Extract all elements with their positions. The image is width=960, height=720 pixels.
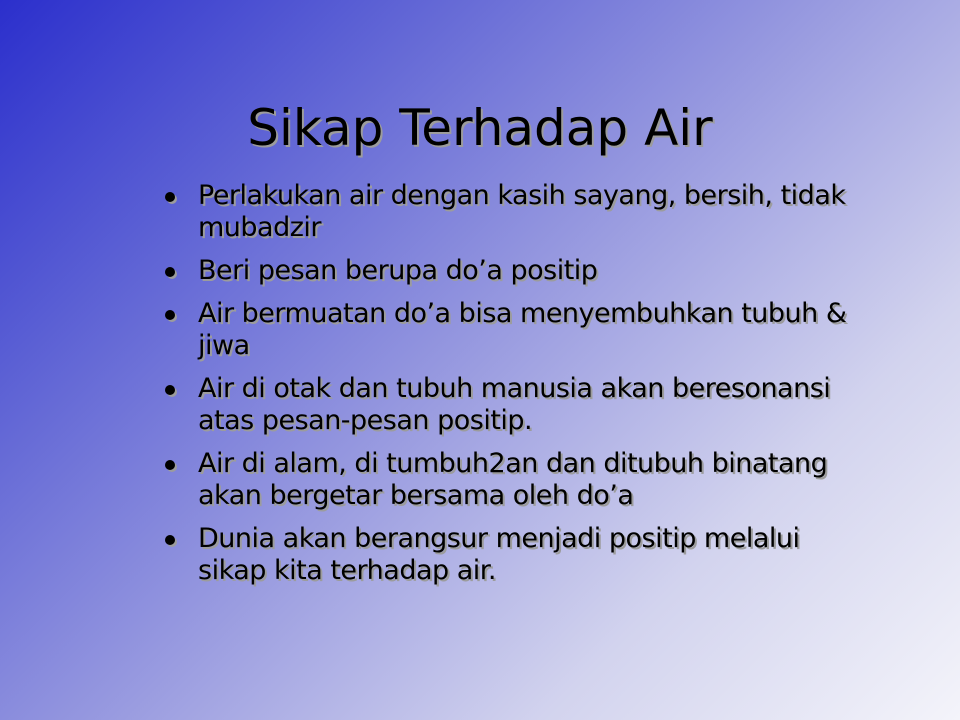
bullet-text: Air di alam, di tumbuh2an dan ditubuh binatang akan bergetar bersama oleh do’a [198, 448, 828, 511]
bullet-item [160, 298, 850, 362]
bullet-dot-icon [165, 385, 175, 395]
bullet-text: Air bermuatan do’a bisa menyembuhkan tubuh & jiwa [198, 298, 847, 361]
bullet-dot-icon [165, 192, 175, 202]
bullet-list [160, 180, 850, 598]
slide-title: Sikap Terhadap Air [247, 99, 713, 157]
bullet-item [160, 523, 850, 587]
bullet-dot-icon [165, 535, 175, 545]
bullet-item [160, 448, 850, 512]
bullet-text: Dunia akan berangsur menjadi positip melalui sikap kita terhadap air. [198, 523, 800, 586]
bullet-item [160, 180, 850, 244]
bullet-text: Air di otak dan tubuh manusia akan beresonansi atas pesan-pesan positip. [198, 373, 831, 436]
bullet-text: Perlakukan air dengan kasih sayang, bersih, tidak mubadzir [198, 180, 846, 243]
bullet-item [160, 255, 850, 287]
bullet-text: Beri pesan berupa do’a positip [198, 255, 598, 286]
bullet-dot-icon [165, 310, 175, 320]
bullet-dot-icon [165, 460, 175, 470]
bullet-item [160, 373, 850, 437]
bullet-dot-icon [165, 267, 175, 277]
